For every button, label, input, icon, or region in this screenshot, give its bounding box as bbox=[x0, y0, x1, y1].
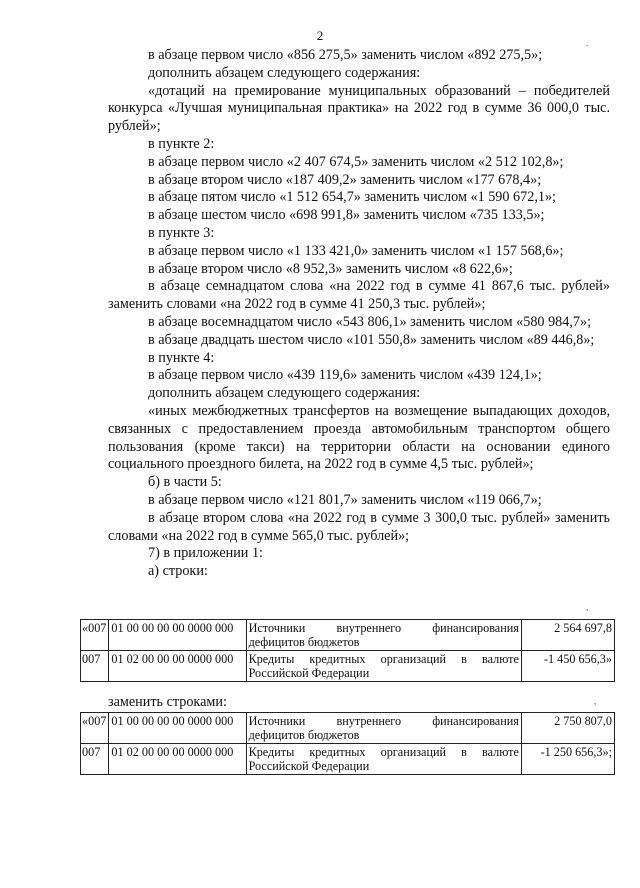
row-name: Источники внутреннего финансирования дефицитов бюджетов bbox=[246, 713, 521, 744]
paragraph: «дотаций на премирование муниципальных образований – победителей конкурса «Лучшая муниципальная практика» на 2022 год в сумме 36 000,0 тыс. рублей»; bbox=[108, 82, 610, 135]
row-code: 007 bbox=[81, 744, 109, 775]
row-code: «007 bbox=[81, 713, 109, 744]
paragraph: в абзаце втором число «8 952,3» заменить числом «8 622,6»; bbox=[148, 260, 513, 277]
paragraph: б) в части 5: bbox=[148, 474, 222, 491]
table-row bbox=[81, 620, 615, 651]
replace-caption: заменить строками: bbox=[108, 694, 227, 710]
table-row bbox=[81, 651, 615, 682]
document-body bbox=[108, 47, 610, 581]
paragraph: в абзаце первом число «856 275,5» заменить числом «892 275,5»; bbox=[148, 47, 543, 63]
page-number: 2 bbox=[316, 28, 324, 43]
row-name: Кредиты кредитных организаций в валюте Российской Федерации bbox=[246, 651, 521, 682]
paragraph: в абзаце восемнадцатом число «543 806,1» заменить числом «580 984,7»; bbox=[148, 313, 592, 330]
row-code: «007 bbox=[81, 620, 109, 651]
row-amount: -1 250 656,3»; bbox=[521, 744, 614, 775]
row-amount: 2 564 697,8 bbox=[521, 620, 614, 651]
paragraph: в абзаце пятом число «1 512 654,7» заменить числом «1 590 672,1»; bbox=[148, 189, 557, 206]
table-rows-new bbox=[80, 712, 615, 775]
paragraph: дополнить абзацем следующего содержания: bbox=[148, 64, 421, 81]
paragraph: в пункте 2: bbox=[148, 135, 215, 152]
paragraph: в пункте 3: bbox=[148, 224, 215, 241]
row-amount: -1 450 656,3» bbox=[521, 651, 614, 682]
paragraph: в абзаце первом число «439 119,6» заменить числом «439 124,1»; bbox=[148, 367, 542, 384]
paragraph: в абзаце первом число «2 407 674,5» заменить числом «2 512 102,8»; bbox=[148, 153, 564, 170]
paragraph: в абзаце шестом число «698 991,8» заменить числом «735 133,5»; bbox=[148, 207, 545, 224]
row-name: Кредиты кредитных организаций в валюте Российской Федерации bbox=[246, 744, 521, 775]
paragraph: в абзаце семнадцатом слова «на 2022 год в сумме 41 867,6 тыс. рублей» заменить словами «на 2022 год в сумме 41 250,3 тыс. рублей»; bbox=[108, 278, 610, 313]
kbk-code: 01 02 00 00 00 0000 000 bbox=[109, 651, 246, 682]
paragraph: в абзаце двадцать шестом число «101 550,8» заменить числом «89 446,8»; bbox=[148, 331, 595, 348]
table-row bbox=[81, 713, 615, 744]
paragraph: 7) в приложении 1: bbox=[148, 545, 263, 562]
kbk-code: 01 00 00 00 00 0000 000 bbox=[109, 713, 246, 744]
row-amount: 2 750 807,0 bbox=[521, 713, 614, 744]
paragraph: дополнить абзацем следующего содержания: bbox=[148, 385, 421, 402]
paragraph: «иных межбюджетных трансфертов на возмещение выпадающих доходов, связанных с предоставлением проезда автомобильным транспортом общего пользования (кроме такси) на территории области на основании единого социального проездного билета, на 2022 год в сумме 4,5 тыс. рублей»; bbox=[108, 402, 610, 473]
paragraph: в абзаце втором слова «на 2022 год в сумме 3 300,0 тыс. рублей» заменить словами «на 2022 год в сумме 565,0 тыс. рублей»; bbox=[108, 509, 610, 544]
paragraph: в абзаце первом число «121 801,7» заменить числом «119 066,7»; bbox=[148, 491, 542, 508]
table-rows-old bbox=[80, 619, 615, 682]
row-name: Источники внутреннего финансирования дефицитов бюджетов bbox=[246, 620, 521, 651]
paragraph: а) строки: bbox=[148, 563, 208, 580]
scan-mark: . bbox=[586, 38, 589, 48]
kbk-code: 01 00 00 00 00 0000 000 bbox=[109, 620, 246, 651]
scan-mark: , bbox=[594, 696, 597, 706]
paragraph: в пункте 4: bbox=[148, 349, 215, 366]
row-code: 007 bbox=[81, 651, 109, 682]
paragraph: в абзаце первом число «1 133 421,0» заменить числом «1 157 568,6»; bbox=[148, 242, 564, 259]
paragraph: в абзаце втором число «187 409,2» заменить числом «177 678,4»; bbox=[148, 171, 542, 188]
kbk-code: 01 02 00 00 00 0000 000 bbox=[109, 744, 246, 775]
scan-mark: , bbox=[586, 602, 589, 612]
table-row bbox=[81, 744, 615, 775]
